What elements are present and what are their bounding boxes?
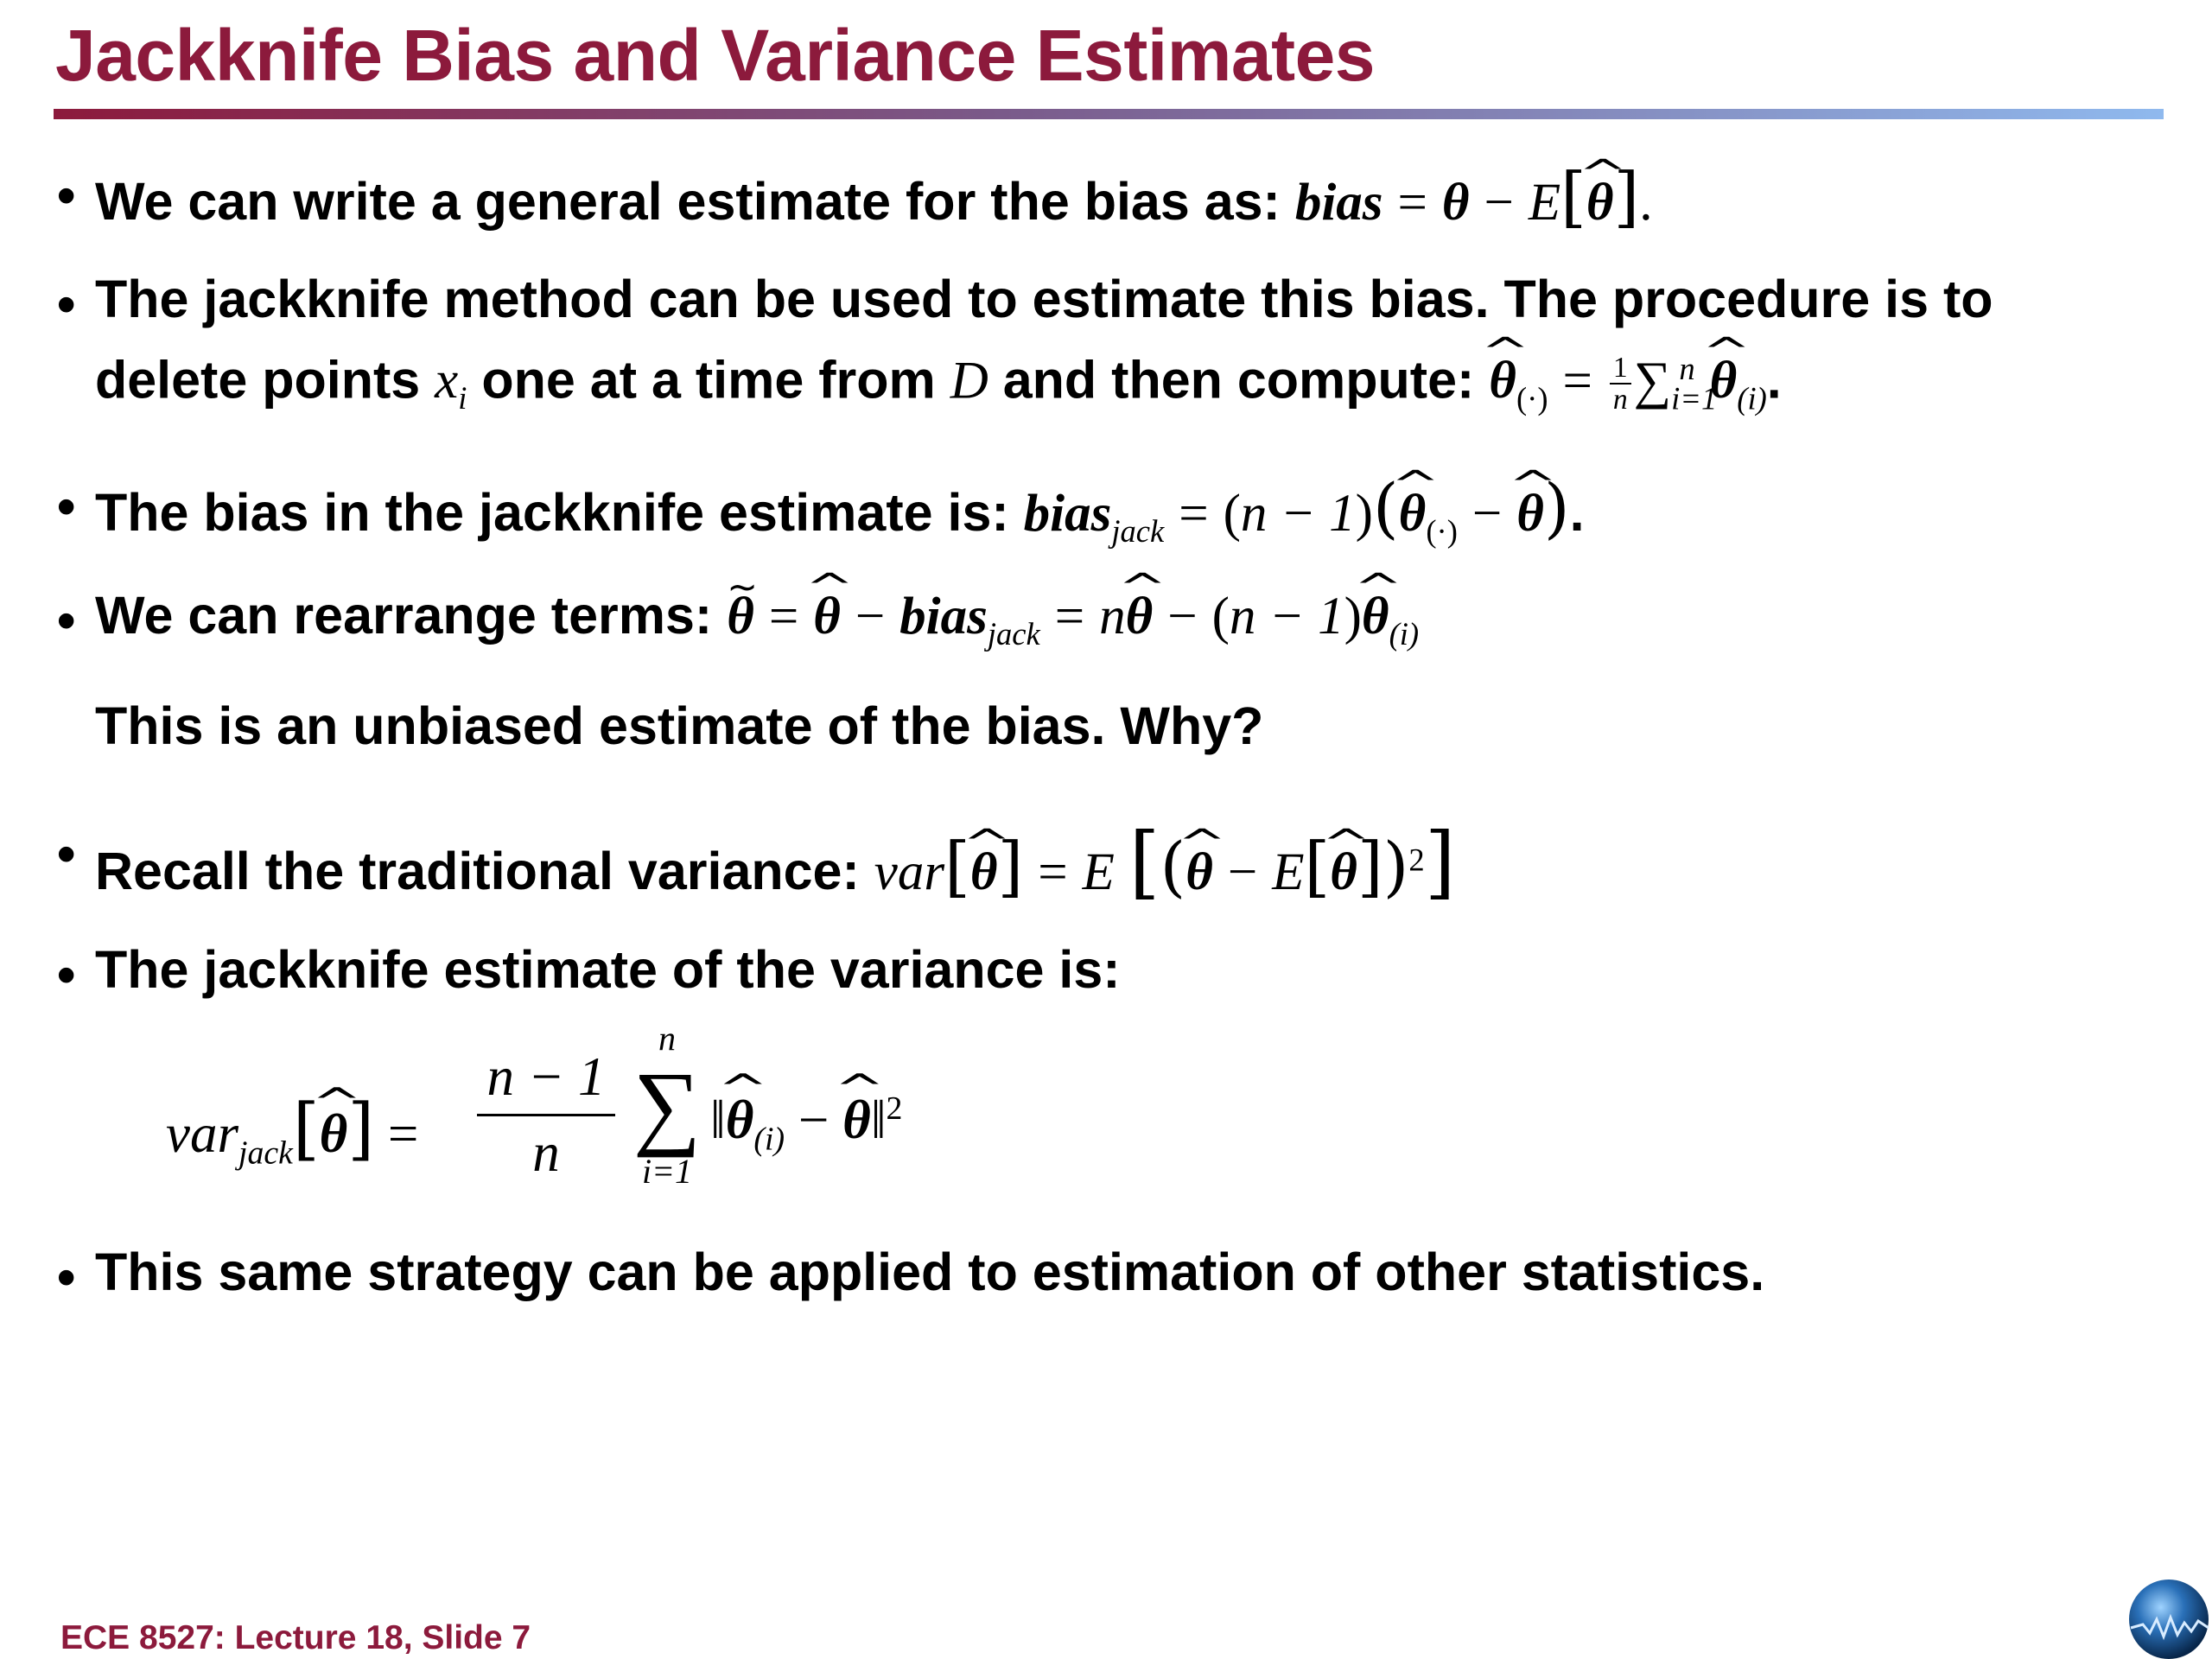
dot-subscript: (·) xyxy=(1516,380,1548,416)
jack-subscript: jack xyxy=(987,616,1040,652)
expectation-symbol: E xyxy=(1528,174,1561,232)
left-bracket: [ xyxy=(1304,828,1331,905)
sum-upper-limit: n xyxy=(658,1019,676,1058)
sum-lower-limit: i=1 xyxy=(641,1152,693,1191)
bullet-3 xyxy=(95,469,1585,550)
sum-symbol: ∑ xyxy=(632,1052,702,1158)
bias-symbol: bias xyxy=(1023,485,1112,543)
theta-hat: ^ θ xyxy=(1185,846,1213,899)
equals-sign: = xyxy=(768,588,799,645)
fraction-numerator: n − 1 xyxy=(477,1046,615,1116)
bias-symbol: bias xyxy=(899,588,988,645)
formula-lhs xyxy=(166,1089,419,1172)
slide-footer: ECE 8527: Lecture 18, Slide 7 xyxy=(60,1619,531,1656)
paren-right: ) xyxy=(1344,588,1362,645)
bullet-dot: • xyxy=(57,275,76,334)
norm-term xyxy=(710,1089,903,1158)
theta-hat: ^ θ xyxy=(1586,176,1614,229)
theta-hat: ^ θ xyxy=(970,846,998,899)
summation xyxy=(615,1020,719,1191)
bullet-2-line-1 xyxy=(95,270,1993,328)
right-bracket: ] xyxy=(1613,158,1640,235)
bullet-dot: • xyxy=(57,591,76,650)
bullet-7 xyxy=(95,1243,1765,1301)
theta-hat: ^ θ xyxy=(813,590,841,643)
equals-sign: = xyxy=(1038,843,1068,901)
paren-right: ) xyxy=(1382,828,1409,905)
minus-sign: − xyxy=(1471,485,1503,543)
theta-hat: ^ θ xyxy=(1710,354,1738,407)
bullet-dot: • xyxy=(57,824,76,883)
left-bracket: [ xyxy=(1560,158,1586,235)
bullet-5 xyxy=(95,816,1456,908)
minus-sign: − xyxy=(798,1090,830,1150)
fraction-denominator: n xyxy=(532,1122,560,1183)
expectation-symbol: E xyxy=(1272,843,1305,901)
title-underline xyxy=(54,109,2164,119)
bullet-1-text: We can write a general estimate for the bias as: xyxy=(95,172,1281,231)
n-symbol: n xyxy=(1099,588,1126,645)
jack-subscript: jack xyxy=(238,1135,293,1172)
n-minus-one: n − 1 xyxy=(1229,588,1344,645)
bullet-2-text-1: The jackknife method can be used to estimate this bias. The procedure is to xyxy=(95,270,1993,328)
dataset-symbol: D xyxy=(950,352,988,410)
exponent-two: 2 xyxy=(886,1090,903,1127)
paren-left: ( xyxy=(1211,588,1230,645)
bullet-4-note xyxy=(95,696,1264,755)
right-bracket: ] xyxy=(1424,816,1456,908)
paren-right: ) xyxy=(1355,485,1373,543)
right-bracket: ] xyxy=(347,1089,375,1168)
bullet-4-note-text: This is an unbiased estimate of the bias. Why? xyxy=(95,696,1264,755)
sum-upper: n xyxy=(1679,351,1695,386)
norm-right: ‖ xyxy=(870,1090,887,1150)
globe-logo-icon xyxy=(2126,1576,2212,1659)
var-symbol: var xyxy=(166,1103,238,1164)
i-subscript: (i) xyxy=(1389,616,1420,652)
i-subscript: (i) xyxy=(753,1121,785,1158)
equals-sign: = xyxy=(1397,174,1427,232)
exponent-two: 2 xyxy=(1408,842,1425,878)
left-bracket: [ xyxy=(292,1089,320,1168)
theta-symbol: θ xyxy=(1441,174,1470,232)
theta-hat: ^ θ xyxy=(1489,354,1516,407)
minus-sign: − xyxy=(1227,843,1258,901)
bullet-1 xyxy=(95,158,1653,235)
jack-subscript: jack xyxy=(1111,513,1165,550)
bullet-2-text-2a: delete points xyxy=(95,350,421,410)
bullet-3-text: The bias in the jackknife estimate is: xyxy=(95,483,1009,542)
theta-hat: ^ θ xyxy=(1126,590,1154,643)
equals-sign: = xyxy=(1054,588,1085,645)
minus-sign: − xyxy=(1484,174,1514,232)
minus-sign: − xyxy=(1167,588,1198,645)
theta-hat: ^ θ xyxy=(320,1103,348,1166)
paren-left: ( xyxy=(1372,469,1399,546)
bullet-7-text: This same strategy can be applied to estimation of other statistics. xyxy=(95,1243,1765,1301)
theta-hat: ^ θ xyxy=(1330,846,1357,899)
slide-title: Jackknife Bias and Variance Estimates xyxy=(55,15,1376,96)
paren-right: ) xyxy=(1543,469,1570,546)
i-subscript: (i) xyxy=(1737,380,1767,416)
bullet-dot: • xyxy=(57,945,76,1004)
equals-sign: = xyxy=(1562,352,1592,410)
sum-lower: i=1 xyxy=(1671,380,1718,416)
left-bracket: [ xyxy=(944,828,970,905)
minus-sign: − xyxy=(855,588,886,645)
bullet-dot: • xyxy=(57,477,76,536)
right-bracket: ] xyxy=(1357,828,1383,905)
bullet-2-text-2b: one at a time from xyxy=(481,350,936,410)
bullet-dot: • xyxy=(57,166,76,225)
expectation-symbol: E xyxy=(1082,843,1115,901)
dot-subscript: (·) xyxy=(1426,513,1458,550)
paren-left: ( xyxy=(1160,828,1186,905)
bullet-2-line-2 xyxy=(95,350,1782,416)
period: . xyxy=(1766,350,1782,410)
bullet-6-text: The jackknife estimate of the variance is: xyxy=(95,940,1121,999)
fraction xyxy=(477,1046,615,1185)
bullet-5-text: Recall the traditional variance: xyxy=(95,842,860,900)
var-symbol: var xyxy=(874,843,945,901)
bias-symbol: bias xyxy=(1294,174,1383,232)
paren-left: ( xyxy=(1223,485,1241,543)
theta-hat: ^ θ xyxy=(1399,487,1427,540)
right-bracket: ] xyxy=(997,828,1024,905)
x-symbol: $x_i$ xyxy=(435,352,467,416)
theta-hat: ^ θ xyxy=(842,1089,871,1152)
theta-hat: ^ θ xyxy=(1362,590,1389,643)
sum-symbol: ∑ xyxy=(1633,352,1672,410)
bullet-2-text-2c: and then compute: xyxy=(1002,350,1475,410)
norm-left: ‖ xyxy=(710,1090,726,1150)
period: . xyxy=(1569,483,1585,542)
one-over-n: $\frac{1}{n}$ xyxy=(1610,353,1631,415)
bullet-dot: • xyxy=(57,1248,76,1306)
theta-hat: ^ θ xyxy=(726,1089,754,1152)
equals-sign: = xyxy=(387,1103,419,1164)
period: . xyxy=(1639,174,1653,232)
bullet-4-text: We can rearrange terms: xyxy=(95,586,713,645)
theta-hat: ^ θ xyxy=(1516,487,1544,540)
equals-sign: = xyxy=(1179,485,1209,543)
theta-tilde: ~ θ xyxy=(727,590,754,643)
n-symbol: n − 1 xyxy=(1240,485,1356,543)
bullet-6 xyxy=(95,940,1121,999)
left-bracket: [ xyxy=(1128,816,1160,908)
bullet-4 xyxy=(95,586,1420,652)
